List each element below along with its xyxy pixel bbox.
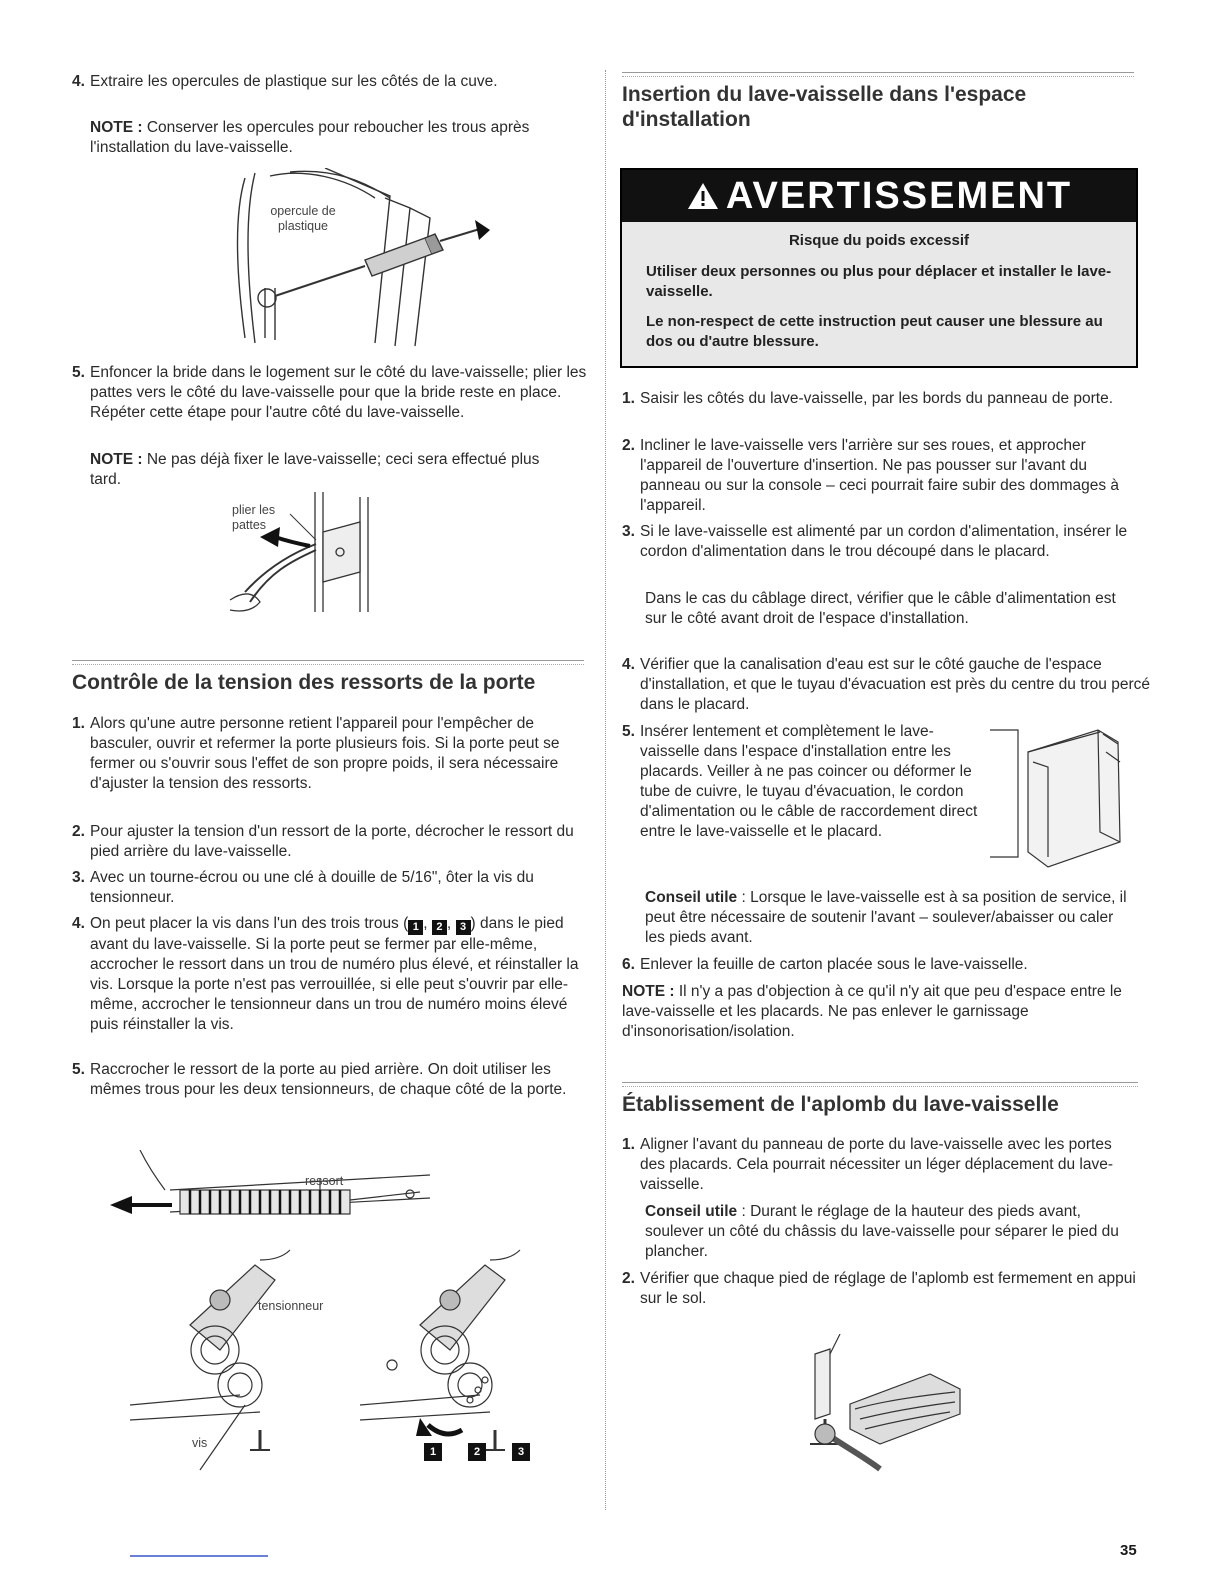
note-step-6: NOTE : Il n'y a pas d'objection à ce qu'il n'y ait que peu d'espace entre le lave-vaisselle et les placards. Ne pas enlever le garnissage d'insonorisation/isolation. [622, 983, 1122, 1040]
step-4-insertion: 4. Vérifier que la canalisation d'eau est sur le côté gauche de l'espace d'installation, et que le tuyau d'évacuation est près du centre du trou percé dans le placard. [622, 656, 1150, 713]
section-rule-insertion [622, 72, 1134, 77]
section-rule-controle [72, 660, 584, 665]
warning-title: AVERTISSEMENT [725, 174, 1073, 217]
figure-opercule [225, 168, 505, 348]
step-2-insertion: 2. Incliner le lave-vaisselle vers l'arrière sur ses roues, et approcher l'appareil de l'ouverture d'insertion. Ne pas pousser sur l'avant du panneau ou sur la console – ceci pourrait faire subir des dommages à l'appareil. [622, 437, 1120, 514]
bottom-link-underline [130, 1555, 268, 1557]
figure-label-vis: vis [192, 1436, 208, 1450]
figure-hole-1: 1 [424, 1443, 442, 1461]
figure-hole-3: 3 [512, 1443, 530, 1461]
step-2-controle: 2. Pour ajuster la tension d'un ressort de la porte, décrocher le ressort du pied arrière du lave-vaisselle. [72, 823, 574, 860]
warning-triangle-icon [686, 181, 720, 211]
step-3-insertion: 3. Si le lave-vaisselle est alimenté par un cordon d'alimentation, insérer le cordon d'alimentation dans le trou découpé dans le placard. [622, 523, 1128, 560]
step-1-aplomb: 1. Aligner l'avant du panneau de porte du lave-vaisselle avec les portes des placards. Cela pourrait nécessiter un léger déplacement du lave-vaisselle. [622, 1136, 1114, 1193]
hole-badge-2: 2 [432, 920, 447, 935]
hole-badge-1: 1 [408, 920, 423, 935]
warning-line-1: Utiliser deux personnes ou plus pour déplacer et installer le lave-vaisselle. [646, 263, 1112, 300]
step-4-controle: 4. On peut placer la vis dans l'un des trois trous ( 1 , 2 , 3 ) dans le pied avant du lave-vaisselle. Si la porte peut se fermer par elle-même, accrocher le ressort dans un trou de numéro plus élevé, et réinstaller la vis. Lorsque la porte n'est pas verrouillée, si elle peut s'ouvrir par elle-même, accrocher le tensionneur dans un trou de numéro moins élevé puis réinstaller la vis. [72, 915, 579, 1033]
hole-badge-3: 3 [456, 920, 471, 935]
section-title-controle: Contrôle de la tension des ressorts de la porte [72, 671, 536, 694]
section-rule-aplomb [622, 1082, 1138, 1087]
step-5-controle: 5. Raccrocher le ressort de la porte au pied arrière. On doit utiliser les mêmes trous pour les deux tensionneurs, de chaque côté de la porte. [72, 1061, 567, 1098]
step-6-insertion: 6. Enlever la feuille de carton placée sous le lave-vaisselle. [622, 956, 1028, 973]
step-3-direct-wiring: Dans le cas du câblage direct, vérifier que le câble d'alimentation est sur le côté avant droit de l'espace d'installation. [645, 590, 1116, 627]
warning-box [620, 168, 1138, 368]
step-3-controle: 3. Avec un tourne-écrou ou une clé à douille de 5/16", ôter la vis du tensionneur. [72, 869, 534, 906]
figure-ressort-tensionneur [110, 1150, 570, 1480]
section-title-aplomb: Établissement de l'aplomb du lave-vaisselle [622, 1093, 1059, 1116]
figure-insertion [988, 722, 1136, 872]
figure-hole-2: 2 [468, 1443, 486, 1461]
tip-aplomb: Conseil utile : Durant le réglage de la hauteur des pieds avant, soulever un côté du châssis du lave-vaisselle pour séparer le pied du plancher. [645, 1203, 1119, 1260]
warning-header [622, 170, 1136, 222]
figure-label-tensionneur: tensionneur [258, 1299, 324, 1313]
figure-label-plier: plier les pattes [232, 503, 276, 532]
figure-label-opercule: opercule de plastique [270, 204, 336, 233]
figure-hole-numbers [424, 1440, 530, 1461]
step-5-bride: 5. Enfoncer la bride dans le logement sur le côté du lave-vaisselle; plier les pattes vers le côté du lave-vaisselle pour que la bride reste en place. Répéter cette étape pour l'autre côté du lave-vaisselle. [72, 364, 587, 421]
section-title-insertion: Insertion du lave-vaisselle dans l'espace d'installation [622, 83, 1027, 131]
tip-insertion: Conseil utile : Lorsque le lave-vaisselle est à sa position de service, il peut être nécessaire de soutenir l'avant – soulever/abaisser ou caler les pieds avant. [645, 889, 1127, 946]
warning-subtitle: Risque du poids excessif [788, 232, 970, 249]
step-2-aplomb: 2. Vérifier que chaque pied de réglage de l'aplomb est fermement en appui sur le sol. [622, 1270, 1136, 1307]
page-number: 35 [1120, 1542, 1137, 1559]
step-1-insertion: 1. Saisir les côtés du lave-vaisselle, par les bords du panneau de porte. [622, 390, 1114, 407]
figure-label-ressort: ressort [305, 1174, 344, 1188]
column-divider [605, 70, 606, 1510]
figure-aplomb [800, 1334, 970, 1474]
warning-line-2: Le non-respect de cette instruction peut causer une blessure au dos ou d'autre blessure. [646, 313, 1103, 350]
note-step-5: NOTE : Ne pas déjà fixer le lave-vaisselle; ceci sera effectué plus tard. [90, 451, 540, 488]
step-1-controle: 1. Alors qu'une autre personne retient l'appareil pour l'empêcher de basculer, ouvrir et refermer la porte plusieurs fois. Si la porte peut se fermer ou s'ouvrir sous l'effet de son propre poids, il sera nécessaire d'ajuster la tension des ressorts. [72, 715, 560, 792]
note-step-4: NOTE : Conserver les opercules pour reboucher les trous après l'installation du lave-vaisselle. [90, 119, 530, 156]
step-4-extract: 4. Extraire les opercules de plastique sur les côtés de la cuve. [72, 73, 498, 90]
step-5-insertion: 5. Insérer lentement et complètement le lave-vaisselle dans l'espace d'installation entre les placards. Veiller à ne pas coincer ou déformer le tube de cuivre, le tuyau d'évacuation, le cordon d'alimentation ou le câble de raccordement direct entre le lave-vaisselle et le placard. [622, 723, 978, 840]
